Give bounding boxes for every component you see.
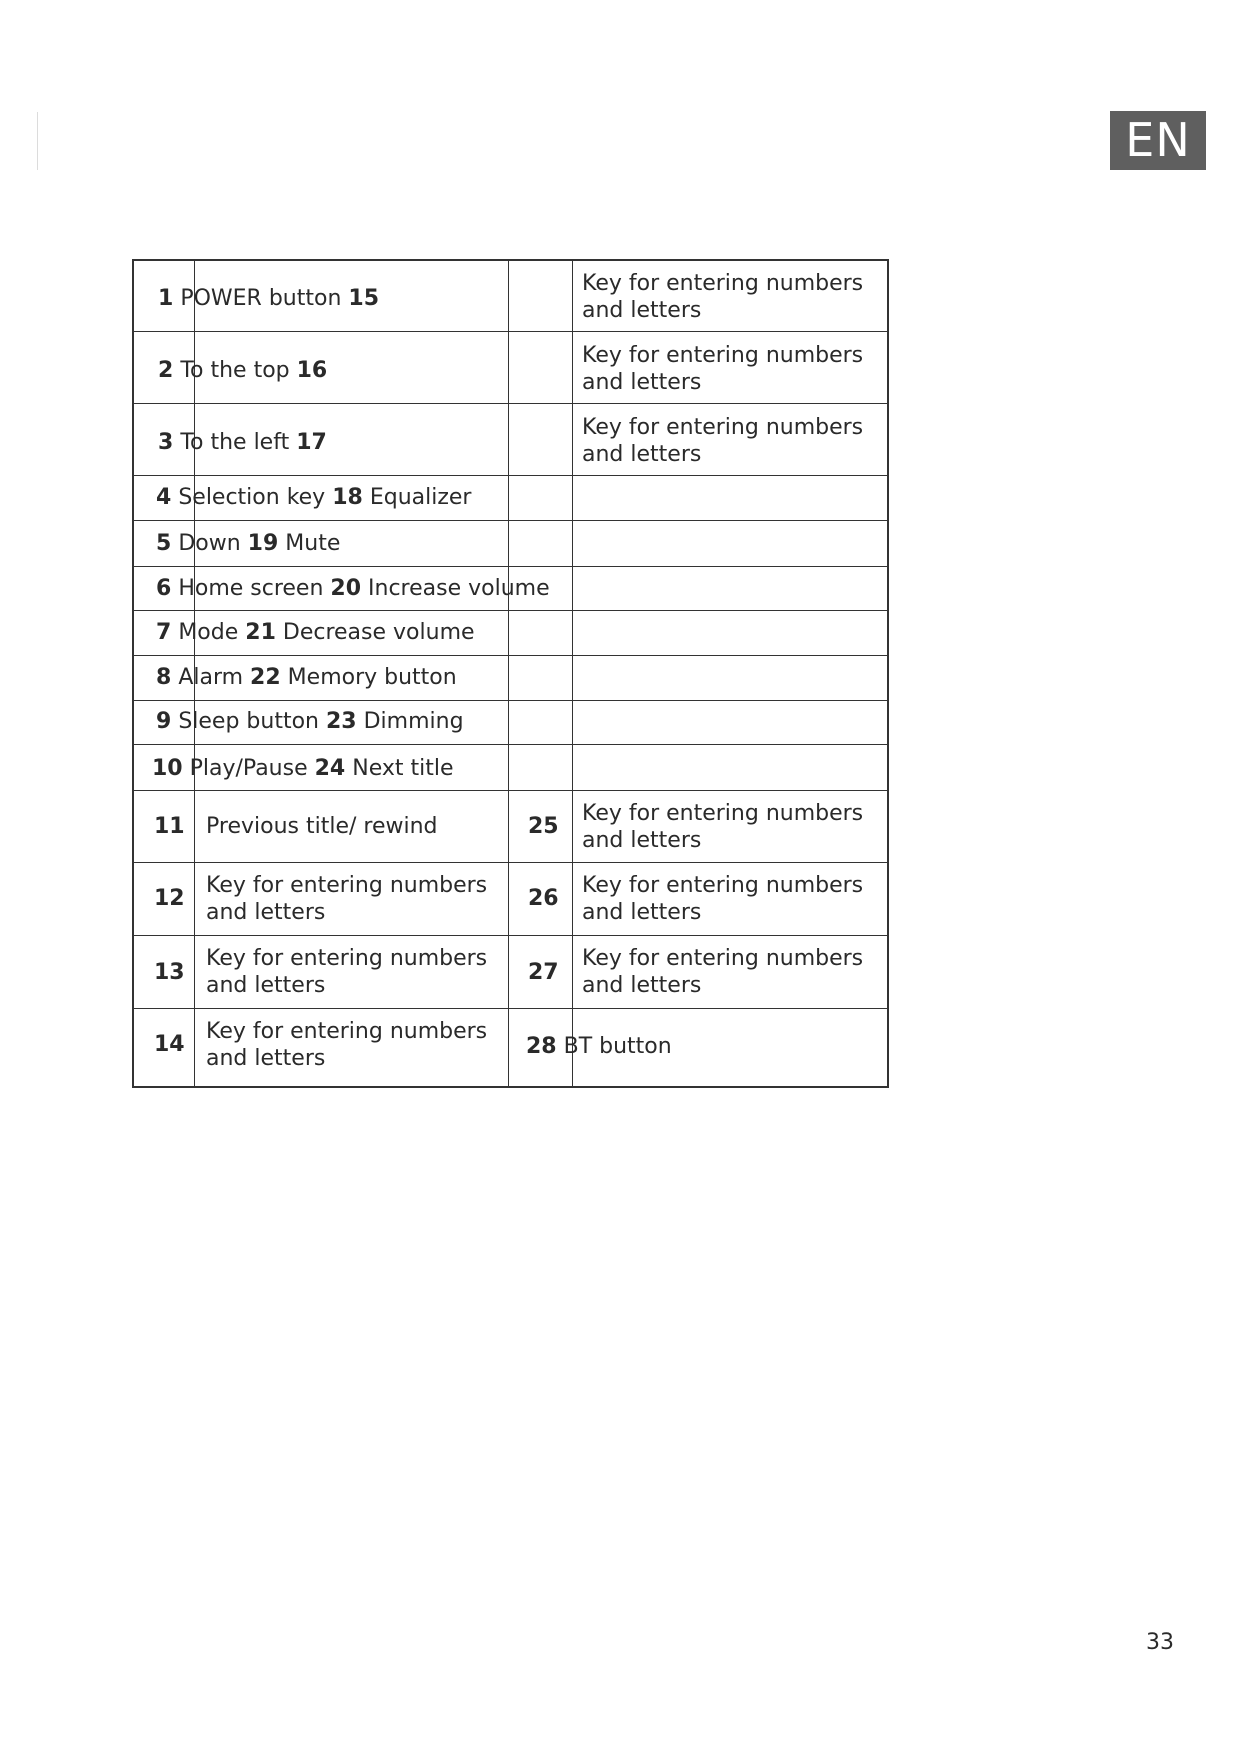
page-number: 33 [1146, 1630, 1174, 1655]
item-description: Key for entering numbers [206, 1019, 488, 1044]
table-row: 4 Selection key 18 Equalizer [156, 485, 472, 510]
table-row: 2 To the top 16 [158, 358, 328, 383]
item-number: 27 [528, 960, 559, 985]
row-divider [132, 744, 889, 745]
item-description: Key for entering numbers [582, 873, 864, 898]
item-number: 12 [154, 886, 185, 911]
row-divider [132, 655, 889, 656]
item-description: Key for entering numbers [206, 873, 488, 898]
table-row: 7 Mode 21 Decrease volume [156, 620, 475, 645]
item-description-line2: and letters [582, 973, 702, 998]
row-divider [132, 475, 889, 476]
item-description-line2: and letters [582, 828, 702, 853]
page-edge-mark [37, 112, 38, 170]
column-divider [572, 259, 573, 1088]
table-cell-right: Key for entering numbers and letters [582, 271, 864, 323]
language-badge: EN [1110, 111, 1206, 170]
row-divider [132, 566, 889, 567]
table-row: 8 Alarm 22 Memory button [156, 665, 457, 690]
table-row: 5 Down 19 Mute [156, 531, 341, 556]
item-description: Key for entering numbers [582, 946, 864, 971]
table-cell-right: Key for entering numbers and letters [582, 415, 864, 467]
item-description-line2: and letters [582, 900, 702, 925]
row-divider [132, 1008, 889, 1009]
row-divider [132, 862, 889, 863]
item-description-line2: and letters [206, 973, 326, 998]
table-cell-right: Key for entering numbers and letters [582, 343, 864, 395]
row-divider [132, 935, 889, 936]
item-number: 25 [528, 814, 559, 839]
table-row: 1 POWER button 15 [158, 286, 380, 311]
button-legend-table [132, 259, 889, 1088]
item-description-line2: and letters [206, 900, 326, 925]
item-number: 26 [528, 886, 559, 911]
table-row: 6 Home screen 20 Increase volume [156, 576, 550, 601]
row-divider [132, 403, 889, 404]
table-row: 3 To the left 17 [158, 430, 327, 455]
row-divider [132, 790, 889, 791]
table-row: 10 Play/Pause 24 Next title [152, 756, 454, 781]
row-divider [132, 610, 889, 611]
column-divider [508, 259, 509, 1088]
row-divider [132, 700, 889, 701]
row-divider [132, 331, 889, 332]
item-description-line2: and letters [206, 1046, 326, 1071]
item-description: Key for entering numbers [582, 801, 864, 826]
table-row: 28 BT button [526, 1034, 672, 1059]
table-row: 9 Sleep button 23 Dimming [156, 709, 464, 734]
item-number: 13 [154, 960, 185, 985]
row-divider [132, 520, 889, 521]
item-number: 14 [154, 1032, 185, 1057]
item-description: Key for entering numbers [206, 946, 488, 971]
item-description: Previous title/ rewind [206, 814, 438, 839]
item-number: 11 [154, 814, 185, 839]
